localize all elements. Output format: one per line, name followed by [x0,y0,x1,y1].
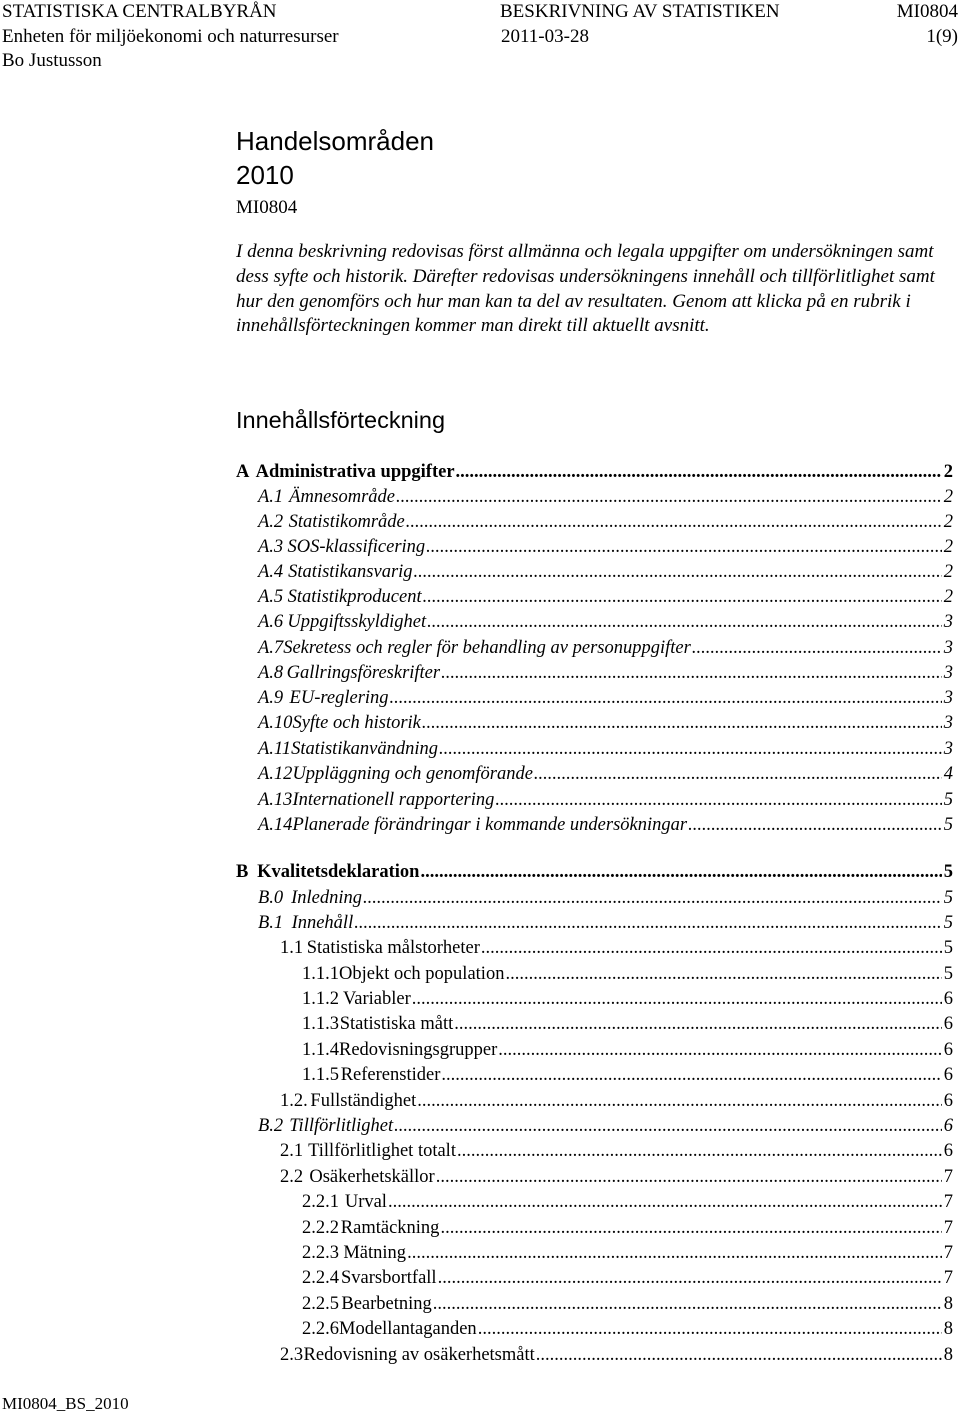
toc-entry-number: B [236,862,249,882]
toc-entry-number: A.2 [258,512,284,532]
toc-entry-label: Tillförlitlighet totalt [308,1141,456,1161]
toc-entry-label: EU-reglering [289,688,389,708]
toc-entry-number: A.13 [258,790,293,810]
toc-entry-page: 2 [943,462,953,482]
toc-entry-page: 4 [943,764,953,784]
toc-entry-page: 5 [943,964,953,984]
toc-entry-number: 1.1.4 [302,1040,339,1060]
toc-entry-page: 6 [943,1065,953,1085]
toc-entry-page: 6 [943,1040,953,1060]
toc-leader-dots [441,661,942,685]
toc-heading: Innehållsförteckning [236,407,446,433]
toc-entry[interactable] [302,1317,953,1341]
toc-entry-number: A.9 [258,688,284,708]
toc-entry-number: A.11 [258,739,292,759]
toc-entry-number: B.2 [258,1116,284,1136]
toc-entry-page: 6 [943,1141,953,1161]
author-name: Bo Justusson [2,50,102,71]
toc-leader-dots [406,510,942,534]
toc-leader-dots [423,585,942,609]
toc-entry[interactable] [280,936,953,960]
toc-entry-label: Objekt och population [339,964,505,984]
toc-entry-label: Gallringsföreskrifter [286,663,441,683]
toc-entry[interactable] [258,762,953,786]
toc-entry[interactable] [236,860,953,884]
toc-entry[interactable] [258,535,953,559]
toc-entry-label: Modellantaganden [339,1319,477,1339]
toc-entry-page: 3 [943,612,953,632]
toc-entry-page: 7 [943,1268,953,1288]
toc-entry-number: 1.1.5 [302,1065,339,1085]
toc-entry-label: Urval [344,1192,387,1212]
toc-leader-dots [427,610,942,634]
toc-entry[interactable] [258,788,953,812]
toc-entry-label: Statistiska mått [339,1014,454,1034]
toc-entry-label: Sekretess och regler för behandling av personuppgifter [283,638,691,658]
toc-entry-number: A.14 [258,815,293,835]
toc-entry-label: Statistikansvarig [288,562,413,582]
toc-entry-page: 2 [943,487,953,507]
unit-name: Enheten för miljöekonomi och naturresurser [2,25,339,47]
toc-entry-label: Administrativa uppgifter [255,462,455,482]
toc-leader-dots [688,813,942,837]
toc-entry-label: Tillförlitlighet [289,1116,394,1136]
toc-entry[interactable] [280,1139,953,1163]
toc-entry[interactable] [258,636,953,660]
title-block [236,124,434,220]
toc-entry-page: 8 [943,1319,953,1339]
toc-entry[interactable] [302,1266,953,1290]
page-indicator: 1(9) [926,25,958,47]
toc-entry-page: 2 [943,587,953,607]
toc-entry[interactable] [258,886,953,910]
toc-entry-number: A.8 [258,663,284,683]
toc-entry-label: Statistikanvändning [291,739,439,759]
toc-entry-label: Ämnesområde [289,487,396,507]
toc-entry-number: 1.1 [280,938,304,958]
toc-leader-dots [440,1216,941,1240]
toc-leader-dots [396,485,942,509]
toc-leader-dots [426,535,942,559]
footer-file-id: MI0804_BS_2010 [2,1394,129,1413]
toc-entry-page: 3 [943,663,953,683]
toc-entry-page: 7 [943,1192,953,1212]
toc-leader-dots [436,1165,942,1189]
toc-leader-dots [438,1266,942,1290]
toc-leader-dots [420,860,941,884]
doc-code: MI0804 [896,1,958,22]
toc-leader-dots [457,1139,942,1163]
toc-entry[interactable] [302,1241,953,1265]
toc-entry-label: Internationell rapportering [292,790,495,810]
toc-entry[interactable] [302,1190,953,1214]
toc-entry-label: Innehåll [291,913,354,933]
toc-entry[interactable] [280,1089,953,1113]
toc-entry-label: Statistikproducent [287,587,422,607]
org-name: STATISTISKA CENTRALBYRÅN [2,1,277,22]
toc-leader-dots [498,1038,941,1062]
toc-entry-page: 5 [943,938,953,958]
toc-entry-number: 1.1.1 [302,964,339,984]
toc-entry-page: 6 [943,1014,953,1034]
toc-entry-label: Variabler [342,989,411,1009]
toc-entry-page: 5 [943,790,953,810]
intro-paragraph: I denna beskrivning redovisas först allmänna och legala uppgifter om undersökningen samt dess syfte och historik. Därefter redovisas undersökningens innehåll och tillförlitlighet samt hur den genomförs och hur man kan ta del av resultaten. Genom att klicka på en rubrik i innehållsförteckningen kommer man direkt till aktuellt avsnitt. [236,241,935,337]
page-title: Handelsområden [236,126,435,156]
toc-entry-page: 5 [943,888,953,908]
toc-entry-number: 2.2 [280,1167,304,1187]
page-header [0,0,960,74]
toc-entry-page: 3 [943,739,953,759]
toc-entry-label: Mätning [343,1243,407,1263]
toc-entry-number: A.1 [258,487,284,507]
toc-entry-label: Redovisning av osäkerhetsmått [303,1345,535,1365]
toc-leader-dots [478,1317,942,1341]
toc-entry-number: 1.2. [280,1091,308,1111]
toc-entry[interactable] [302,1216,953,1240]
toc-entry-number: 2.2.6 [302,1319,339,1339]
toc-entry-label: Svarsbortfall [341,1268,437,1288]
toc-entry[interactable] [258,560,953,584]
title-year: 2010 [236,160,294,190]
toc-entry[interactable] [258,585,953,609]
toc-entry-page: 8 [943,1345,953,1365]
toc-entry[interactable] [302,1292,953,1316]
toc-entry[interactable] [302,1012,953,1036]
toc-entry-number: 2.2.5 [302,1294,339,1314]
toc-entry[interactable] [258,711,953,735]
toc-leader-dots [354,911,942,935]
toc-entry-page: 3 [943,688,953,708]
toc-entry-label: Kvalitetsdeklaration [257,862,420,882]
toc-entry-number: A.10 [258,713,293,733]
toc-entry-number: A.5 [258,587,284,607]
toc-entry-page: 6 [943,989,953,1009]
toc-entry-label: Statistiska målstorheter [306,938,480,958]
toc-entry[interactable] [258,911,953,935]
toc-entry-number: A [236,462,250,482]
toc-leader-dots [363,886,942,910]
toc-leader-dots [481,936,942,960]
toc-entry-number: 2.1 [280,1141,304,1161]
toc-entry-page: 7 [943,1218,953,1238]
toc-entry[interactable] [236,460,953,484]
toc-leader-dots [412,987,942,1011]
toc-entry-label: Osäkerhetskällor [309,1167,435,1187]
toc-entry[interactable] [258,510,953,534]
toc-leader-dots [456,460,942,484]
toc-entry[interactable] [258,686,953,710]
toc-leader-dots [422,711,942,735]
toc-entry-page: 5 [943,913,953,933]
toc-leader-dots [534,762,942,786]
toc-entry-label: Syfte och historik [292,713,421,733]
toc-entry-page: 8 [943,1294,953,1314]
toc-entry[interactable] [258,610,953,634]
title-code: MI0804 [236,197,298,218]
toc-leader-dots [536,1343,942,1367]
toc-entry[interactable] [258,737,953,761]
toc-leader-dots [505,962,941,986]
toc-leader-dots [394,1114,942,1138]
toc-entry-number: 2.2.1 [302,1192,339,1212]
toc-leader-dots [439,737,942,761]
toc-entry-page: 3 [943,638,953,658]
toc-entry-label: Fullständighet [310,1091,417,1111]
toc-entry-number: A.6 [258,612,284,632]
toc-entry-page: 5 [943,862,953,882]
toc-entry[interactable] [280,1165,953,1189]
toc-entry-label: Uppgiftsskyldighet [287,612,427,632]
toc-entry-number: A.3 [258,537,284,557]
toc-entry[interactable] [258,813,953,837]
toc-leader-dots [407,1241,942,1265]
toc-entry-label: SOS-klassificering [287,537,426,557]
toc-entry-page: 6 [943,1116,953,1136]
toc-entry-number: 2.3 [280,1345,304,1365]
toc-entry-number: 1.1.2 [302,989,339,1009]
toc-entry[interactable] [302,987,953,1011]
toc-entry-number: A.4 [258,562,284,582]
toc-entry-number: A.12 [258,764,293,784]
toc-entry-page: 6 [943,1091,953,1111]
toc-entry-label: Bearbetning [341,1294,432,1314]
toc-entry-label: Ramtäckning [340,1218,440,1238]
toc-entry-page: 2 [943,512,953,532]
intro-text [236,240,958,339]
toc-entry-number: 2.2.4 [302,1268,339,1288]
toc-entry[interactable] [258,485,953,509]
toc-leader-dots [441,1063,941,1087]
toc-leader-dots [495,788,941,812]
toc-entry-label: Inledning [291,888,362,908]
toc-entry[interactable] [258,1114,953,1138]
toc-entry-label: Statistikområde [288,512,405,532]
toc-leader-dots [390,686,942,710]
toc-leader-dots [417,1089,941,1113]
toc-entry-page: 5 [943,815,953,835]
doc-date: 2011-03-28 [501,25,589,47]
toc-entry-page: 7 [943,1167,953,1187]
toc-entry-page: 2 [943,537,953,557]
toc-entry-label: Uppläggning och genomförande [292,764,533,784]
toc-entry-page: 2 [943,562,953,582]
toc-entry[interactable] [302,1038,953,1062]
toc-entry-label: Referenstider [340,1065,441,1085]
toc-entry[interactable] [302,1063,953,1087]
toc-entry[interactable] [302,962,953,986]
toc-leader-dots [414,560,942,584]
toc-entry-number: B.0 [258,888,284,908]
toc-entry-page: 7 [943,1243,953,1263]
toc-entry-label: Planerade förändringar i kommande undersökningar [292,815,688,835]
toc-entry-number: A.7 [258,638,284,658]
toc-entry-page: 3 [943,713,953,733]
toc-entry-number: B.1 [258,913,284,933]
toc-entry-number: 2.2.3 [302,1243,339,1263]
doc-type: BESKRIVNING AV STATISTIKEN [500,1,780,22]
toc-leader-dots [388,1190,942,1214]
toc-leader-dots [692,636,942,660]
toc-entry-number: 2.2.2 [302,1218,339,1238]
toc-entry-label: Redovisningsgrupper [339,1040,498,1060]
toc-leader-dots [454,1012,941,1036]
toc-entry[interactable] [258,661,953,685]
toc-entry-number: 1.1.3 [302,1014,339,1034]
toc-leader-dots [433,1292,942,1316]
toc-entry[interactable] [280,1343,953,1367]
